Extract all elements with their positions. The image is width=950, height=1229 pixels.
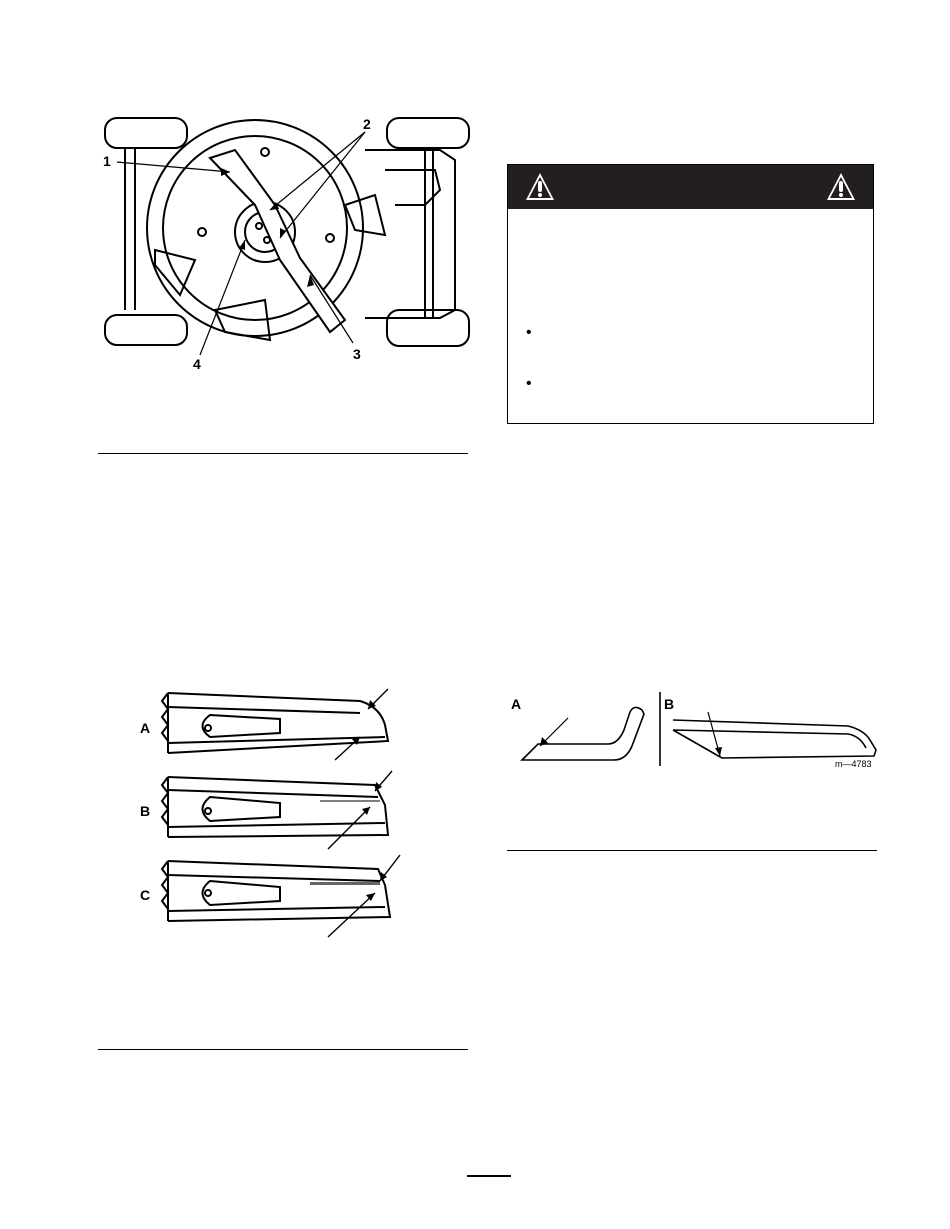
figure-divider-1 — [98, 453, 468, 454]
callout-1: 1 — [103, 153, 111, 169]
callout-2: 2 — [363, 116, 371, 132]
callout-3: 3 — [353, 346, 361, 362]
blade-wear-figure — [130, 685, 410, 945]
blade-label-b: B — [140, 803, 151, 819]
warning-bullet-1: • — [526, 324, 532, 341]
blade-sail-drawing — [508, 690, 880, 775]
sail-label-a: A — [511, 696, 522, 712]
blade-label-c: C — [140, 887, 151, 903]
figure-ref-code: m—4783 — [835, 759, 872, 769]
page-number-rule — [467, 1175, 511, 1177]
blade-label-a: A — [140, 720, 151, 736]
callout-4: 4 — [193, 356, 201, 372]
blade-wear-drawing — [130, 685, 410, 945]
warning-header — [508, 165, 873, 209]
figure-divider-3 — [507, 850, 877, 851]
sail-label-b: B — [664, 696, 675, 712]
figure-divider-2 — [98, 1049, 468, 1050]
exclamation-triangle-icon — [524, 171, 556, 203]
warning-bullet-2: • — [526, 375, 532, 392]
exclamation-triangle-icon — [825, 171, 857, 203]
mower-underside-drawing — [95, 110, 475, 390]
mower-underside-figure — [95, 110, 475, 390]
warning-box — [507, 164, 874, 424]
blade-sail-figure — [508, 690, 880, 775]
